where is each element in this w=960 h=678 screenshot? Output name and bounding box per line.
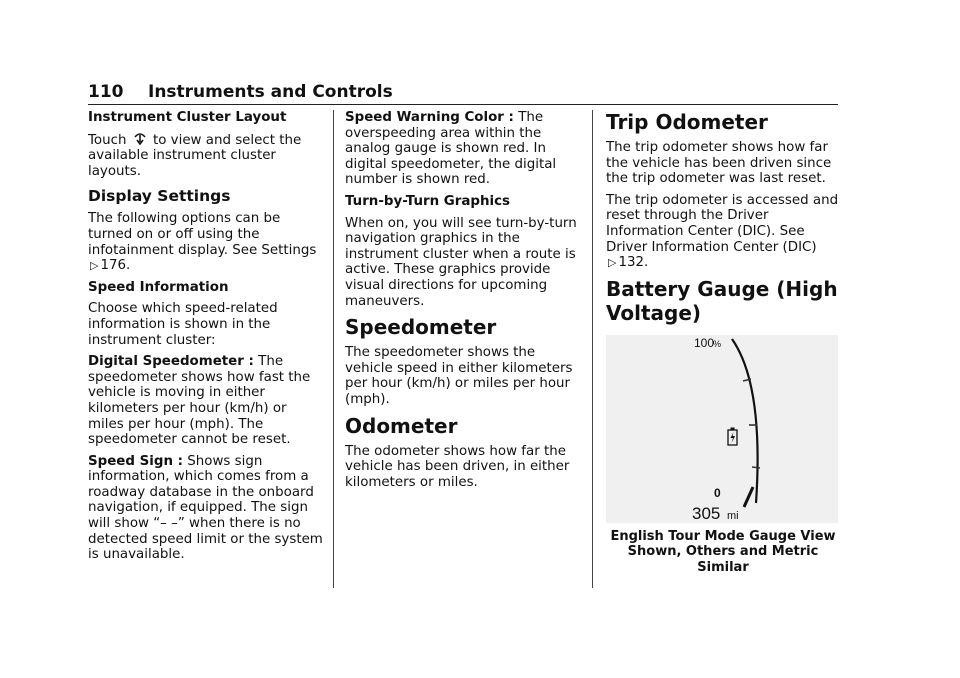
page-header [88, 80, 838, 105]
speedometer-heading: Speedometer [345, 315, 497, 340]
instrument-layout-paragraph [88, 132, 326, 180]
speed-sign-label: Speed Sign : [88, 453, 184, 469]
battery-gauge-illustration [606, 335, 838, 523]
battery-gauge-heading: Battery Gauge (High Voltage) [606, 276, 838, 325]
speed-warning-label: Speed Warning Color : [345, 110, 514, 125]
instrument-layout-touch-icon [133, 132, 147, 146]
digital-speedometer-item [88, 354, 326, 448]
odometer-text: The odometer shows how far the vehicle has been driven, in either kilometers or miles. [345, 443, 570, 490]
gauge-bottom-label: 0 [714, 485, 721, 500]
instrument-layout-heading: Instrument Cluster Layout [88, 110, 287, 125]
gauge-level-marker [744, 487, 753, 507]
trip-odometer-text-1: The trip odometer shows how far the vehicle has been driven since the trip odometer was last reset. [606, 140, 832, 187]
trip-odometer-heading: Trip Odometer [606, 110, 768, 134]
reference-arrow-icon: ▷ [608, 256, 617, 270]
display-settings-text: The following options can be turned on or off using the infotainment display. See Settings [88, 211, 317, 258]
battery-gauge-graphic [606, 335, 838, 523]
gauge-top-label: 100 [694, 335, 715, 350]
speed-sign-item [88, 454, 326, 563]
gauge-arc [732, 339, 758, 503]
odometer-heading: Odometer [345, 413, 458, 438]
display-settings-paragraph [88, 211, 326, 273]
column-3 [606, 110, 840, 575]
column-1 [88, 110, 326, 569]
digital-speedometer-text: The speedometer shows how fast the vehicle is moving in either kilometers per hour (km/h) or miles per hour (mph). The speedometer cannot be reset. [88, 354, 311, 448]
speed-info-text: Choose which speed-related information is shown in the instrument cluster: [88, 301, 278, 348]
page-number: 110 [88, 82, 124, 102]
reference-arrow-icon: ▷ [90, 259, 99, 273]
trip-odometer-paragraph-2 [606, 193, 840, 271]
turn-by-turn-heading: Turn-by-Turn Graphics [345, 193, 511, 209]
speedometer-text: The speedometer shows the vehicle speed in either kilometers per hour (km/h) or miles per hour (mph). [345, 345, 573, 407]
column-divider [333, 110, 334, 588]
digital-speedometer-label: Digital Speedometer : [88, 354, 254, 370]
gauge-caption: English Tour Mode Gauge View Shown, Others and Metric Similar [610, 528, 836, 575]
display-settings-heading: Display Settings [88, 187, 231, 206]
gauge-top-unit: % [713, 338, 722, 349]
range-unit: mi [727, 509, 739, 522]
trip-odometer-text-2: The trip odometer is accessed and reset through the Driver Information Center (DIC). See Driver Information Center (DIC) [606, 192, 839, 255]
column-2 [345, 110, 585, 496]
section-title: Instruments and Controls [148, 82, 393, 102]
speed-warning-text: The overspeeding area within the analog gauge is shown red. In digital speedometer, the digital number is shown red. [345, 110, 557, 188]
speed-sign-text: Shows sign information, which comes from a roadway database in the onboard navigation, if equipped. The sign will show “– –” when there is no detected speed limit or the system is unavailable. [88, 453, 323, 563]
speed-warning-item [345, 110, 585, 188]
battery-charge-icon [728, 427, 737, 445]
turn-by-turn-text: When on, you will see turn-by-turn navigation graphics in the instrument cluster when a route is active. These graphics provide visual directions for upcoming maneuvers. [345, 215, 577, 309]
dic-page-ref[interactable]: 132. [618, 255, 649, 271]
layout-text-before: Touch [88, 132, 127, 148]
column-divider [592, 110, 593, 588]
layout-text-after: to view and select the available instrument cluster layouts. [88, 132, 302, 179]
settings-page-ref[interactable]: 176. [100, 258, 131, 274]
speed-info-heading: Speed Information [88, 279, 229, 295]
range-value: 305 [692, 503, 721, 523]
